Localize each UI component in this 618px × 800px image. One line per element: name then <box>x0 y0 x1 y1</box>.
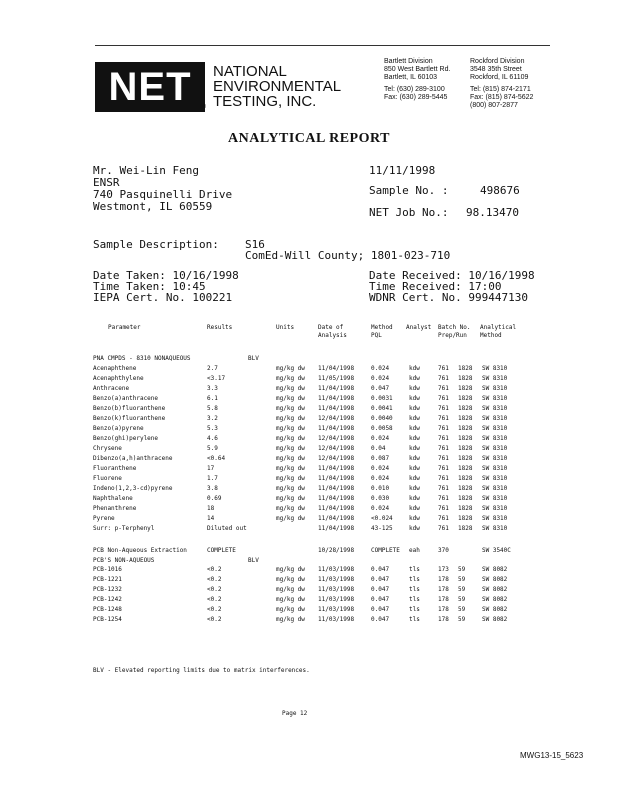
col-parameter: Parameter <box>108 324 141 331</box>
cell-method-pql: 0.047 <box>371 576 390 584</box>
cell-analysis-date: 12/04/1998 <box>318 445 355 453</box>
cell-units: mg/kg dw <box>276 395 305 403</box>
cell-batch-prep: 761 <box>438 465 449 473</box>
cell-batch-prep: 761 <box>438 415 449 423</box>
cell-method-pql: 43-125 <box>371 525 393 533</box>
cell-batch-run: 1828 <box>458 515 473 523</box>
bartlett-division-address <box>384 58 450 102</box>
cell-method-pql: 0.047 <box>371 566 390 574</box>
cell-method-pql: 0.087 <box>371 455 390 463</box>
cell-result: 4.6 <box>207 435 218 443</box>
cell-units: mg/kg dw <box>276 566 305 574</box>
cell-analysis-date: 11/05/1998 <box>318 375 355 383</box>
cell-batch-prep: 761 <box>438 505 449 513</box>
cell-parameter: Fluoranthene <box>93 465 137 473</box>
cell-analysis-date: 11/04/1998 <box>318 505 355 513</box>
table-row <box>0 576 618 585</box>
cell-batch-prep: 761 <box>438 375 449 383</box>
cell-units: mg/kg dw <box>276 586 305 594</box>
rockford-line: Rockford, IL 61109 <box>470 74 529 81</box>
cell-analyst: tls <box>409 596 420 604</box>
cell-analytical-method: SW 8310 <box>482 515 508 523</box>
cell-batch-run: 59 <box>458 596 466 604</box>
cell-analyst: kdw <box>409 445 420 453</box>
cell-parameter: Acenaphthene <box>93 365 137 373</box>
col-date-of-analysis: Date of Analysis <box>318 324 347 339</box>
table-row <box>0 547 618 556</box>
cell-units: mg/kg dw <box>276 425 305 433</box>
report-date: 11/11/1998 <box>369 164 436 177</box>
rockford-line: (800) 807-2877 <box>470 102 518 109</box>
cell-analytical-method: SW 8082 <box>482 596 508 604</box>
cell-result: <0.2 <box>207 606 222 614</box>
job-no: 98.13470 <box>466 206 519 219</box>
cell-method-pql: 0.047 <box>371 606 390 614</box>
cell-analyst: kdw <box>409 415 420 423</box>
company-line-3: TESTING, INC. <box>213 93 317 110</box>
cell-units: mg/kg dw <box>276 365 305 373</box>
cell-analytical-method: SW 8310 <box>482 475 508 483</box>
cell-units: mg/kg dw <box>276 405 305 413</box>
cell-method-pql: 0.024 <box>371 375 390 383</box>
cell-result: 17 <box>207 465 215 473</box>
table-row <box>0 435 618 444</box>
cell-analyst: tls <box>409 576 420 584</box>
cell-analytical-method: SW 8310 <box>482 405 508 413</box>
cell-units: mg/kg dw <box>276 606 305 614</box>
cell-parameter: PCB-1248 <box>93 606 122 614</box>
cell-method-pql: 0.0041 <box>371 405 393 413</box>
cell-analyst: eah <box>409 547 420 555</box>
cell-method-pql: 0.024 <box>371 475 390 483</box>
cell-parameter: PCB-1016 <box>93 566 122 574</box>
cell-method-pql: 0.024 <box>371 505 390 513</box>
cell-analyst: kdw <box>409 525 420 533</box>
cell-analysis-date: 11/03/1998 <box>318 616 355 624</box>
cell-method-pql: 0.0058 <box>371 425 393 433</box>
cell-analyst: kdw <box>409 485 420 493</box>
cell-analytical-method: SW 8082 <box>482 616 508 624</box>
table-row <box>0 596 618 605</box>
col-method-pql: Method PQL <box>371 324 393 339</box>
table-row <box>0 365 618 374</box>
cell-analysis-date: 11/03/1998 <box>318 606 355 614</box>
table-row <box>0 425 618 434</box>
table-row <box>0 616 618 625</box>
sample-no: 498676 <box>480 184 520 197</box>
wdnr-cert: WDNR Cert. No. 999447130 <box>369 291 528 304</box>
cell-batch-run: 1828 <box>458 465 473 473</box>
cell-batch-run: 59 <box>458 576 466 584</box>
bartlett-line: Fax: (630) 289-5445 <box>384 94 448 101</box>
cell-batch-prep: 761 <box>438 365 449 373</box>
cell-parameter: PCB Non-Aqueous Extraction <box>93 547 187 555</box>
cell-parameter: Fluorene <box>93 475 122 483</box>
cell-units: mg/kg dw <box>276 616 305 624</box>
table-row <box>0 606 618 615</box>
cell-units: mg/kg dw <box>276 455 305 463</box>
bartlett-line: Tel: (630) 289-3100 <box>384 86 445 93</box>
cell-parameter: Benzo(b)fluoranthene <box>93 405 166 413</box>
cell-analysis-date: 11/04/1998 <box>318 485 355 493</box>
cell-analytical-method: SW 8310 <box>482 385 508 393</box>
section-flag: BLV <box>248 355 259 362</box>
cell-analyst: kdw <box>409 385 420 393</box>
cell-units: mg/kg dw <box>276 385 305 393</box>
section-header <box>0 355 618 364</box>
cell-batch-prep: 761 <box>438 495 449 503</box>
cell-analysis-date: 11/04/1998 <box>318 365 355 373</box>
cell-batch-run: 1828 <box>458 385 473 393</box>
cell-batch-prep: 761 <box>438 525 449 533</box>
cell-parameter: PCB-1232 <box>93 586 122 594</box>
table-row <box>0 415 618 424</box>
table-row <box>0 445 618 454</box>
cell-analysis-date: 11/03/1998 <box>318 586 355 594</box>
report-title: ANALYTICAL REPORT <box>228 131 390 146</box>
cell-analysis-date: 11/04/1998 <box>318 475 355 483</box>
date-received: Date Received: 10/16/1998 <box>369 269 535 282</box>
cell-method-pql: 0.024 <box>371 435 390 443</box>
cell-batch-run: 1828 <box>458 475 473 483</box>
cell-parameter: Benzo(k)fluoranthene <box>93 415 166 423</box>
company-line-2: ENVIRONMENTAL <box>213 78 342 95</box>
cell-batch-run: 1828 <box>458 455 473 463</box>
cell-analyst: tls <box>409 606 420 614</box>
cell-analytical-method: SW 8310 <box>482 495 508 503</box>
cell-batch-run: 1828 <box>458 495 473 503</box>
cell-batch-run: 59 <box>458 566 466 574</box>
rockford-line: Fax: (815) 874-5622 <box>470 94 534 101</box>
cell-units: mg/kg dw <box>276 515 305 523</box>
col-results: Results <box>207 324 233 331</box>
cell-batch-run: 1828 <box>458 375 473 383</box>
cell-result: <0.2 <box>207 586 222 594</box>
cell-batch-prep: 761 <box>438 445 449 453</box>
cell-batch-prep: 761 <box>438 405 449 413</box>
cell-units: mg/kg dw <box>276 495 305 503</box>
cell-batch-run: 1828 <box>458 415 473 423</box>
cell-analysis-date: 11/03/1998 <box>318 596 355 604</box>
cell-analytical-method: SW 8082 <box>482 566 508 574</box>
table-row <box>0 495 618 504</box>
cell-analysis-date: 11/04/1998 <box>318 495 355 503</box>
col-batch-no: Batch No. Prep/Run <box>438 324 471 339</box>
cell-batch-prep: 178 <box>438 606 449 614</box>
table-row <box>0 505 618 514</box>
cell-batch-run: 1828 <box>458 485 473 493</box>
cell-result: <0.2 <box>207 576 222 584</box>
time-received: Time Received: 17:00 <box>369 280 502 293</box>
cell-batch-prep: 178 <box>438 586 449 594</box>
cell-units: mg/kg dw <box>276 415 305 423</box>
cell-analytical-method: SW 8310 <box>482 435 508 443</box>
cell-parameter: Acenaphthylene <box>93 375 144 383</box>
cell-units: mg/kg dw <box>276 475 305 483</box>
cell-analytical-method: SW 8310 <box>482 445 508 453</box>
cell-result: 5.8 <box>207 405 218 413</box>
cell-parameter: Indeno(1,2,3-cd)pyrene <box>93 485 173 493</box>
cell-parameter: Pyrene <box>93 515 115 523</box>
cell-analytical-method: SW 8310 <box>482 425 508 433</box>
cell-method-pql: 0.047 <box>371 586 390 594</box>
cell-parameter: Benzo(a)pyrene <box>93 425 144 433</box>
cell-units: mg/kg dw <box>276 576 305 584</box>
cell-method-pql: 0.024 <box>371 465 390 473</box>
sample-desc-label: Sample Description: <box>93 238 219 251</box>
cell-batch-prep: 178 <box>438 616 449 624</box>
cell-batch-prep: 761 <box>438 515 449 523</box>
section-label: PNA CMPDS - 8310 NONAQUEOUS <box>93 355 191 362</box>
cell-batch-prep: 761 <box>438 385 449 393</box>
cell-batch-prep: 173 <box>438 566 449 574</box>
cell-analysis-date: 11/04/1998 <box>318 405 355 413</box>
col-analyst: Analyst <box>406 324 432 331</box>
cell-analyst: kdw <box>409 405 420 413</box>
cell-parameter: Naphthalene <box>93 495 133 503</box>
cell-units: mg/kg dw <box>276 445 305 453</box>
cell-parameter: Dibenzo(a,h)anthracene <box>93 455 173 463</box>
cell-analyst: kdw <box>409 455 420 463</box>
cell-parameter: Anthracene <box>93 385 130 393</box>
cell-units: mg/kg dw <box>276 465 305 473</box>
section-flag: BLV <box>248 557 259 565</box>
col-analytical-method: Analytical Method <box>480 324 517 339</box>
bartlett-line: Bartlett, IL 60103 <box>384 74 438 81</box>
cell-result: 0.69 <box>207 495 222 503</box>
cell-batch-prep: 178 <box>438 596 449 604</box>
table-row <box>0 465 618 474</box>
cell-units: mg/kg dw <box>276 435 305 443</box>
cell-batch-run: 1828 <box>458 425 473 433</box>
iepa-cert: IEPA Cert. No. 100221 <box>93 291 233 304</box>
cell-result: 5.3 <box>207 425 218 433</box>
cell-method-pql: 0.04 <box>371 445 386 453</box>
client-street: 740 Pasquinelli Drive <box>93 188 233 201</box>
cell-analysis-date: 11/04/1998 <box>318 395 355 403</box>
cell-result: <0.2 <box>207 596 222 604</box>
table-row <box>0 485 618 494</box>
cell-units: mg/kg dw <box>276 596 305 604</box>
cell-analysis-date: 11/04/1998 <box>318 525 355 533</box>
cell-result: 18 <box>207 505 215 513</box>
cell-analytical-method: SW 8310 <box>482 395 508 403</box>
cell-analytical-method: SW 8310 <box>482 505 508 513</box>
cell-analysis-date: 11/04/1998 <box>318 465 355 473</box>
cell-analytical-method: SW 8310 <box>482 485 508 493</box>
table-row <box>0 375 618 384</box>
cell-result: 3.3 <box>207 385 218 393</box>
cell-method-pql: 0.030 <box>371 495 390 503</box>
cell-result: <0.2 <box>207 566 222 574</box>
cell-batch-run: 59 <box>458 606 466 614</box>
footnote: BLV - Elevated reporting limits due to matrix interferences. <box>93 667 310 674</box>
cell-analysis-date: 11/04/1998 <box>318 515 355 523</box>
job-no-label: NET Job No.: <box>369 206 449 219</box>
cell-result: Diluted out <box>207 525 247 533</box>
table-row <box>0 385 618 394</box>
cell-analyst: kdw <box>409 375 420 383</box>
table-row <box>0 566 618 575</box>
header-rule <box>95 45 550 46</box>
cell-batch-run: 59 <box>458 616 466 624</box>
cell-analysis-date: 11/03/1998 <box>318 576 355 584</box>
table-row <box>0 455 618 464</box>
cell-analyst: kdw <box>409 365 420 373</box>
cell-analyst: kdw <box>409 425 420 433</box>
cell-parameter: Benzo(a)anthracene <box>93 395 159 403</box>
logo-text: NET <box>108 64 192 109</box>
cell-method-pql: 0.024 <box>371 365 390 373</box>
col-units: Units <box>276 324 295 331</box>
cell-result: 2.7 <box>207 365 218 373</box>
section-label: PCB'S NON-AQUEOUS <box>93 557 155 565</box>
cell-result: <3.17 <box>207 375 226 383</box>
cell-batch-run: 1828 <box>458 505 473 513</box>
cell-analyst: kdw <box>409 505 420 513</box>
cell-analyst: kdw <box>409 515 420 523</box>
cell-parameter: PCB-1254 <box>93 616 122 624</box>
cell-units: mg/kg dw <box>276 375 305 383</box>
cell-analysis-date: 11/04/1998 <box>318 385 355 393</box>
time-taken: Time Taken: 10:45 <box>93 280 206 293</box>
cell-analyst: kdw <box>409 475 420 483</box>
company-line-1: NATIONAL <box>213 63 287 80</box>
cell-analyst: tls <box>409 566 420 574</box>
client-city: Westmont, IL 60559 <box>93 200 213 213</box>
rockford-line: Tel: (815) 874-2171 <box>470 86 531 93</box>
cell-units: mg/kg dw <box>276 485 305 493</box>
cell-parameter: PCB-1242 <box>93 596 122 604</box>
cell-method-pql: COMPLETE <box>371 547 400 555</box>
cell-result: 6.1 <box>207 395 218 403</box>
bartlett-line: 850 West Bartlett Rd. <box>384 66 451 73</box>
cell-analyst: kdw <box>409 395 420 403</box>
cell-analytical-method: SW 8310 <box>482 525 508 533</box>
cell-batch-prep: 761 <box>438 455 449 463</box>
table-row <box>0 475 618 484</box>
net-logo <box>95 62 205 112</box>
cell-batch-prep: 761 <box>438 475 449 483</box>
cell-analytical-method: SW 8082 <box>482 606 508 614</box>
cell-parameter: Benzo(ghi)perylene <box>93 435 159 443</box>
cell-analysis-date: 12/04/1998 <box>318 435 355 443</box>
cell-analyst: tls <box>409 616 420 624</box>
cell-batch-run: 1828 <box>458 395 473 403</box>
cell-batch-prep: 761 <box>438 395 449 403</box>
cell-batch-run: 1828 <box>458 365 473 373</box>
cell-batch-run: 59 <box>458 586 466 594</box>
table-row <box>0 525 618 534</box>
cell-analysis-date: 12/04/1998 <box>318 455 355 463</box>
cell-analytical-method: SW 8310 <box>482 375 508 383</box>
section-header <box>0 557 618 566</box>
rockford-line: 3548 35th Street <box>470 66 522 73</box>
client-name: Mr. Wei-Lin Feng <box>93 164 199 177</box>
cell-result: <0.2 <box>207 616 222 624</box>
date-taken: Date Taken: 10/16/1998 <box>93 269 239 282</box>
cell-analyst: kdw <box>409 435 420 443</box>
cell-method-pql: 0.010 <box>371 485 390 493</box>
cell-analyst: kdw <box>409 495 420 503</box>
cell-parameter: Surr: p-Terphenyl <box>93 525 155 533</box>
page-number: Page 12 <box>282 710 308 717</box>
cell-batch-run: 1828 <box>458 435 473 443</box>
cell-analysis-date: 11/04/1998 <box>318 425 355 433</box>
cell-analyst: kdw <box>409 465 420 473</box>
cell-analysis-date: 12/04/1998 <box>318 415 355 423</box>
cell-batch-run: 1828 <box>458 525 473 533</box>
registered-mark: ® <box>200 102 206 111</box>
cell-method-pql: <0.024 <box>371 515 393 523</box>
cell-method-pql: 0.047 <box>371 596 390 604</box>
cell-analysis-date: 10/28/1998 <box>318 547 355 555</box>
cell-batch-prep: 370 <box>438 547 449 555</box>
table-row <box>0 405 618 414</box>
table-row <box>0 395 618 404</box>
cell-result: 1.7 <box>207 475 218 483</box>
rockford-line: Rockford Division <box>470 58 525 65</box>
table-row <box>0 515 618 524</box>
bartlett-line: Bartlett Division <box>384 58 433 65</box>
cell-result: 14 <box>207 515 215 523</box>
cell-batch-prep: 178 <box>438 576 449 584</box>
cell-units: mg/kg dw <box>276 505 305 513</box>
cell-analytical-method: SW 8082 <box>482 576 508 584</box>
company-name <box>213 64 341 109</box>
cell-batch-run: 1828 <box>458 405 473 413</box>
client-address <box>93 165 232 213</box>
cell-analyst: tls <box>409 586 420 594</box>
cell-analytical-method: SW 3540C <box>482 547 511 555</box>
cell-method-pql: 0.0040 <box>371 415 393 423</box>
cell-analytical-method: SW 8310 <box>482 465 508 473</box>
rockford-division-address <box>470 58 533 110</box>
document-id: MWG13-15_5623 <box>520 751 584 760</box>
cell-analytical-method: SW 8082 <box>482 586 508 594</box>
cell-method-pql: 0.0031 <box>371 395 393 403</box>
cell-result: COMPLETE <box>207 547 236 555</box>
cell-batch-prep: 761 <box>438 435 449 443</box>
cell-analytical-method: SW 8310 <box>482 415 508 423</box>
cell-result: 5.9 <box>207 445 218 453</box>
cell-result: <0.64 <box>207 455 226 463</box>
sample-desc-line1: S16 <box>245 238 265 251</box>
cell-method-pql: 0.047 <box>371 385 390 393</box>
cell-batch-prep: 761 <box>438 425 449 433</box>
cell-method-pql: 0.047 <box>371 616 390 624</box>
cell-parameter: PCB-1221 <box>93 576 122 584</box>
cell-batch-run: 1828 <box>458 445 473 453</box>
cell-result: 3.2 <box>207 415 218 423</box>
cell-analytical-method: SW 8310 <box>482 455 508 463</box>
table-row <box>0 586 618 595</box>
cell-parameter: Phenanthrene <box>93 505 137 513</box>
sample-desc-line2: ComEd-Will County; 1801-023-710 <box>245 249 451 262</box>
cell-result: 3.8 <box>207 485 218 493</box>
cell-analysis-date: 11/03/1998 <box>318 566 355 574</box>
cell-parameter: Chrysene <box>93 445 122 453</box>
sample-no-label: Sample No. : <box>369 184 449 197</box>
client-org: ENSR <box>93 176 120 189</box>
cell-analytical-method: SW 8310 <box>482 365 508 373</box>
cell-batch-prep: 761 <box>438 485 449 493</box>
